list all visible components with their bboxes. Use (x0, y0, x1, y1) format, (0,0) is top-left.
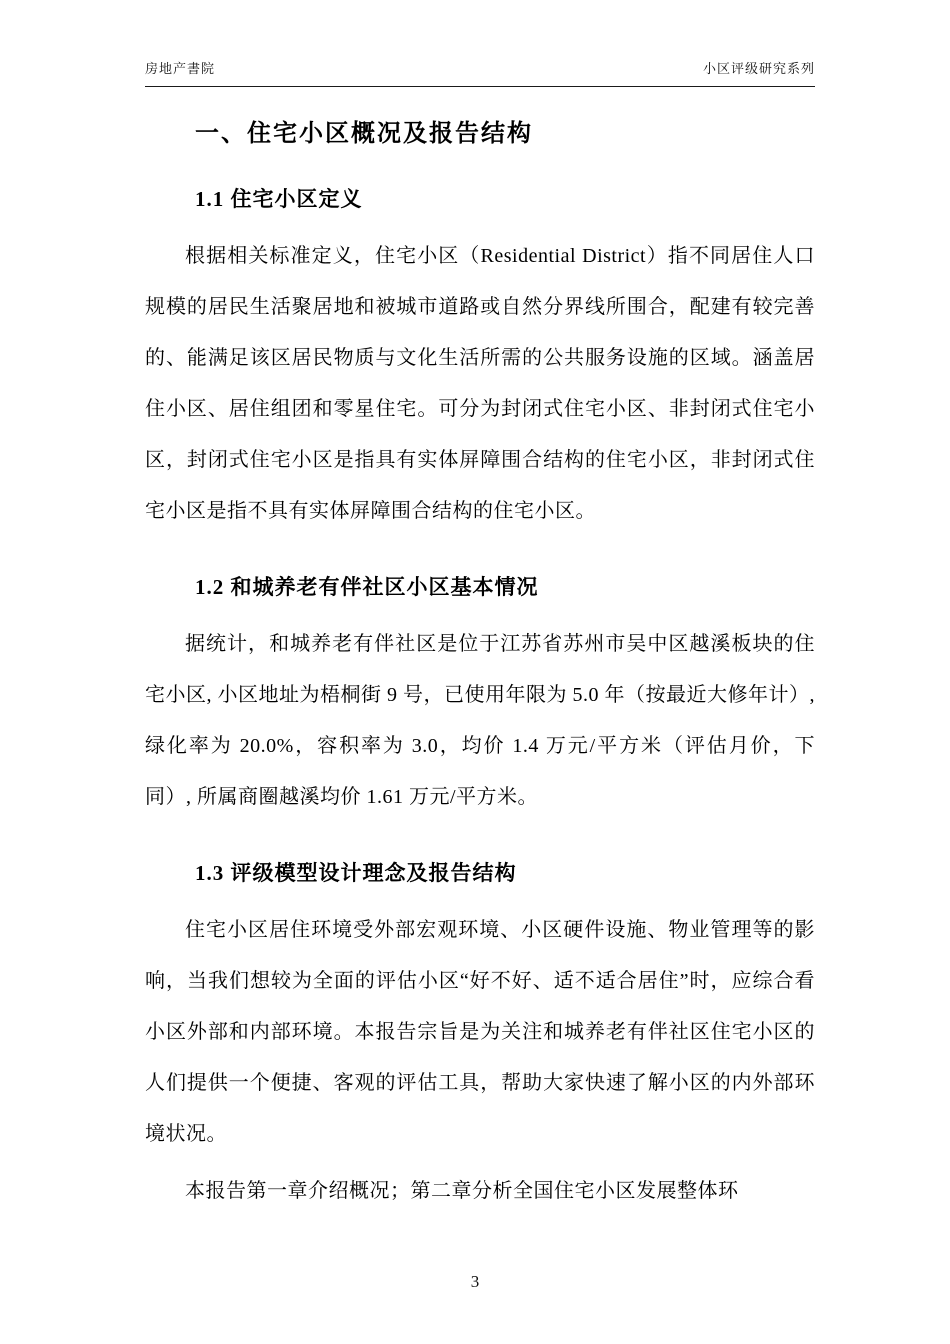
section-1-1-title: 1.1 住宅小区定义 (195, 187, 363, 211)
header-left-text: 房地产書院 (145, 61, 216, 76)
section-1-3-paragraph-1: 住宅小区居住环境受外部宏观环境、小区硬件设施、物业管理等的影响，当我们想较为全面的评估小区“好不好、适不适合居住”时，应综合看小区外部和内部环境。本报告宗旨是为关注和城养老有伴社区住宅小区的人们提供一个便捷、客观的评估工具，帮助大家快速了解小区的内外部环境状况。 (145, 919, 815, 1145)
header-right-text: 小区评级研究系列 (702, 61, 815, 76)
document-body (145, 119, 815, 1217)
section-1-3-title: 1.3 评级模型设计理念及报告结构 (195, 861, 517, 885)
section-1-1-paragraph: 根据相关标准定义，住宅小区（Residential District）指不同居住人口规模的居民生活聚居地和被城市道路或自然分界线所围合，配建有较完善的、能满足该区居民物质与文化生活所需的公共服务设施的区域。涵盖居住小区、居住组团和零星住宅。可分为封闭式住宅小区、非封闭式住宅小区，封闭式住宅小区是指具有实体屏障围合结构的住宅小区，非封闭式住宅小区是指不具有实体屏障围合结构的住宅小区。 (145, 245, 815, 522)
page-header (145, 58, 815, 87)
page-number: 3 (470, 1272, 480, 1291)
section-1-3-paragraph-2: 本报告第一章介绍概况；第二章分析全国住宅小区发展整体环 (185, 1180, 739, 1202)
section-1-2-title: 1.2 和城养老有伴社区小区基本情况 (195, 575, 539, 599)
section-1-2-paragraph: 据统计，和城养老有伴社区是位于江苏省苏州市吴中区越溪板块的住宅小区, 小区地址为梧桐街 9 号，已使用年限为 5.0 年（按最近大修年计）, 绿化率为 20.0%，容积率为 3.0，均价 1.4 万元/平方米（评估月价，下同）, 所属商圈越溪均价 1.61 万元/平方米。 (145, 633, 815, 808)
chapter-title: 一、住宅小区概况及报告结构 (195, 121, 533, 147)
page-footer (0, 1272, 950, 1292)
